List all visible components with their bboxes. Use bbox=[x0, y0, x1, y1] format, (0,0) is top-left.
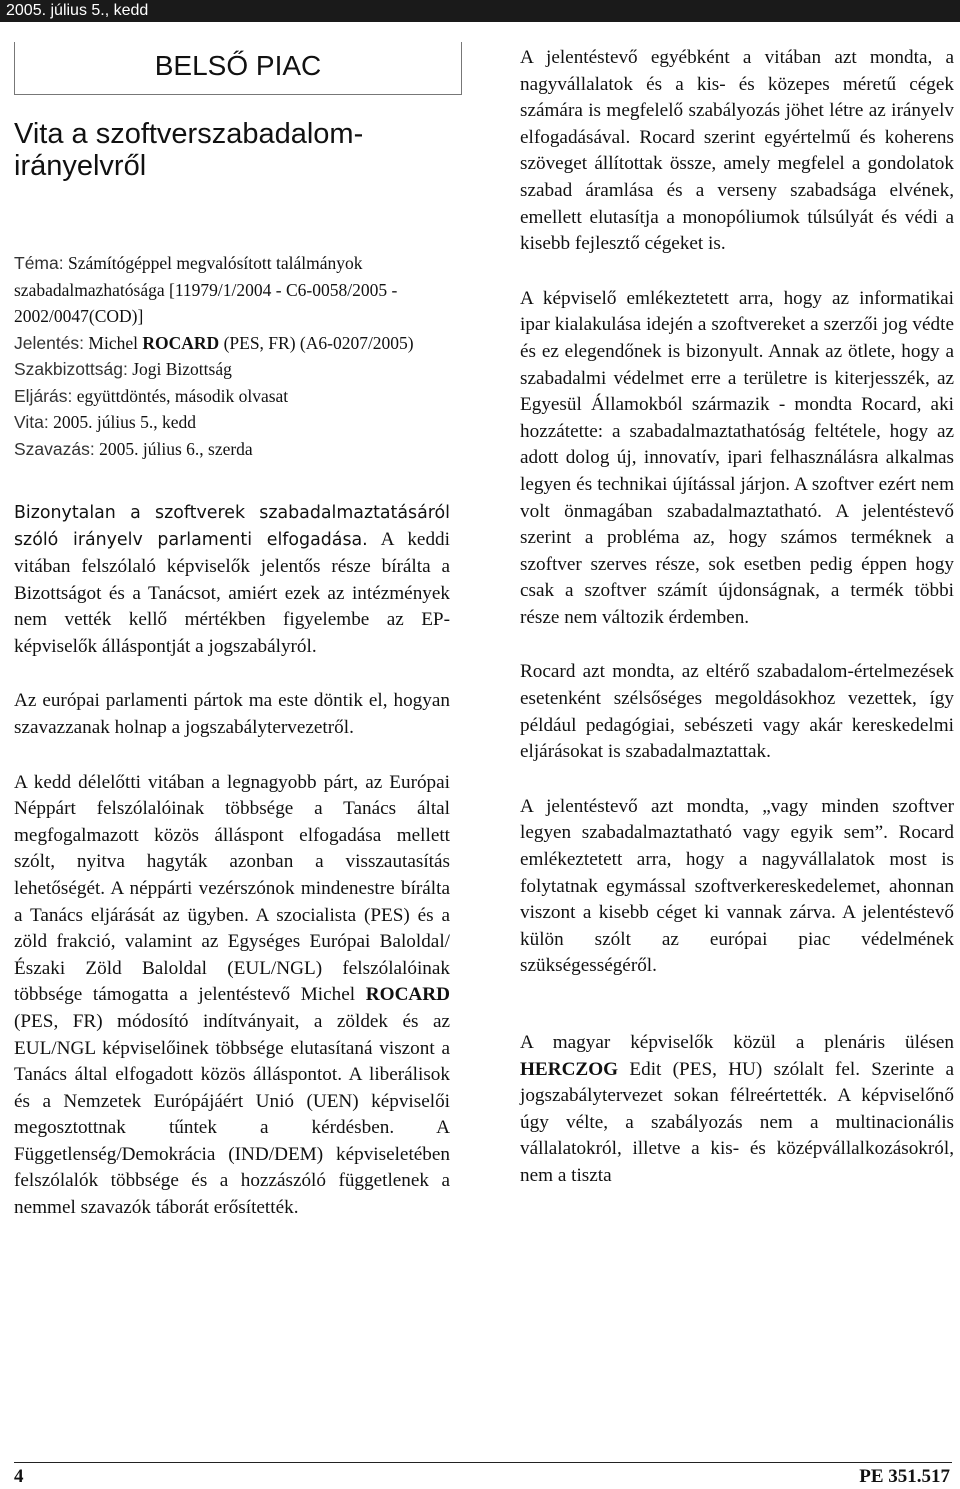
article-title: Vita a szoftverszabadalom-irányelvről bbox=[14, 118, 364, 182]
meta-vote-value: 2005. július 6., szerda bbox=[99, 438, 253, 459]
rapporteur-name: ROCARD bbox=[365, 984, 450, 1006]
paragraph: Az európai parlamenti pártok ma este döntik el, hogyan szavazzanak holnap a jogszabálytervezetről. bbox=[14, 690, 450, 738]
meta-debate-value: 2005. július 5., kedd bbox=[53, 412, 196, 432]
paragraph bbox=[14, 500, 450, 660]
meta-report-post: (PES, FR) (A6-0207/2005) bbox=[223, 332, 414, 353]
mep-name: HERCZOG bbox=[520, 1058, 619, 1080]
meta-procedure bbox=[14, 383, 460, 410]
meta-procedure-label: Eljárás: bbox=[14, 385, 73, 406]
paragraph-text: A keddi vitában felszólaló képviselők jelentős része bírálta a Bizottságot és a Tanácsot, amiért ezek az intézmények nem vették kellő mértékben figyelembe az EP-képviselők álláspontját a jogszabályról. bbox=[14, 529, 450, 657]
article-meta bbox=[14, 250, 460, 462]
left-column bbox=[14, 500, 450, 1222]
footer-divider bbox=[14, 1462, 952, 1463]
meta-debate-label: Vita: bbox=[14, 412, 49, 432]
paragraph: A képviselő emlékeztetett arra, hogy az informatikai ipar kialakulása idején a szoftvereket a szerzői jog védte és ez elegendőnek is bizonyult. Annak az ötlete, hogy a szabadalmi védelmet erre a területre is kiterjesszék, az Egyesül Államokból származik - mondta Rocard, aki hozzátette: a szabadalmaztathatóság feltétele, hogy az adott dolog új, innovatív, ipari felhasználásra alkalmas legyen és technikai újítással járjon. A szoftver ezért nem volt önmagában szabadalmaztatható. A jelentéstevő szerint a probléma az, hogy számos terméknek a szoftver szerves része, sok esetben pedig éppen hogy csak a szoftver számít újdonságnak, a termék többi része nem változik érdemben. bbox=[520, 287, 954, 628]
meta-report bbox=[14, 330, 460, 357]
meta-rapporteur-name: ROCARD bbox=[142, 332, 220, 353]
section-title-box bbox=[14, 42, 462, 95]
meta-report-label: Jelentés: bbox=[14, 332, 85, 353]
meta-vote-label: Szavazás: bbox=[14, 438, 95, 459]
paragraph bbox=[520, 1030, 954, 1190]
header-date: 2005. július 5., kedd bbox=[6, 2, 149, 19]
meta-committee-label: Szakbizottság: bbox=[14, 359, 128, 379]
paragraph-text: A kedd délelőtti vitában a legnagyobb párt, az Európai Néppárt felszólalóinak többsége a Tanács által megfogalmazott közös álláspont elfogadása mellett szólt, nyitva hagyták azonban a visszautasítás lehetőségét. A néppárti vezérszónok mindenestre bírálta a Tanács eljárását az ügyben. A szocialista (PES) és a zöld frakció, valamint az Egységes Európai Baloldal/Északi Zöld Baloldal (EUL/NGL) felszólalóinak többsége támogatta a jelentéstevő Michel bbox=[14, 771, 450, 1006]
meta-vote bbox=[14, 436, 460, 463]
paragraph: A jelentéstevő egyébként a vitában azt mondta, a nagyvállalatok és a kis- és közepes méretű cégek számára is megfelelő szabályozás jöhet létre az irányelv elfogadásával. Rocard szerint egyértelmű és koherens szöveget állítottak össze, amely megfelel a gondolatok szabad áramlása és a verseny szabadsága elvének, emellett elutasítja a monopóliumok túlsúlyát és védi a kisebb fejlesztő cégeket is. bbox=[520, 47, 954, 255]
page-number: 4 bbox=[14, 1466, 24, 1487]
paragraph-text: Edit (PES, HU) szólalt fel. Szerinte a jogszabálytervezet sokan félreértették. A képviselőnő úgy vélte, a szabályozás nem a multinacionális vállalatokról, illetve a kis- és középvállalkozásokról, nem a tiszta bbox=[520, 1058, 954, 1186]
meta-topic-label: Téma: bbox=[14, 253, 64, 273]
meta-procedure-value: együttdöntés, második olvasat bbox=[76, 385, 289, 406]
meta-topic bbox=[14, 250, 460, 330]
section-title: BELSŐ PIAC bbox=[154, 50, 322, 81]
document-reference: PE 351.517 bbox=[859, 1466, 950, 1487]
meta-committee-value: Jogi Bizottság bbox=[132, 359, 232, 379]
paragraph-text: A magyar képviselők közül a plenáris ülésen bbox=[520, 1032, 954, 1053]
meta-debate bbox=[14, 409, 460, 436]
meta-topic-value: Számítógéppel megvalósított találmányok szabadalmazhatósága [11979/1/2004 - C6-0058/2005 - 2002/0047(COD)] bbox=[14, 253, 398, 326]
paragraph: A jelentéstevő azt mondta, „vagy minden szoftver legyen szabadalmaztatható vagy egyik sem”. Rocard emlékeztetett arra, hogy a nagyvállalatok most is folytatnak egymással szoftverkereskedelemet, ahonnan viszont a kisebb céget ki vannak zárva. A jelentéstevő külön szólt az európai piac védelmének szükségességéről. bbox=[520, 795, 954, 977]
intro-sentence: Bizonytalan a szoftverek szabadalmaztatásáról szóló irányelv parlamenti elfogadása. bbox=[14, 503, 450, 550]
paragraph: Rocard azt mondta, az eltérő szabadalom-értelmezések esetenként szélsőséges megoldásokhoz vezettek, így például pedagógiai, sebészeti vagy akár kereskedelmi eljárásokat is szabadalmaztattak. bbox=[520, 661, 954, 763]
meta-report-pre: Michel bbox=[88, 332, 138, 353]
paragraph bbox=[14, 770, 450, 1222]
paragraph-text: (PES, FR) módosító indítványait, a zöldek és az EUL/NGL képviselőinek többsége elutasítaná viszont a Tanács által elfogadott közös álláspontot. A liberálisok és a Nemzetek Európájáért Unió (UEN) képviselői megosztottnak tűntek a kérdésben. A Függetlenség/Demokrácia (IND/DEM) képviseletében felszólalók többsége és a hozzászóló függetlenek a nemmel szavazók táborát erősítették. bbox=[14, 1010, 450, 1219]
page-header-bar bbox=[0, 0, 960, 22]
right-column bbox=[520, 45, 954, 1190]
meta-committee bbox=[14, 356, 460, 383]
